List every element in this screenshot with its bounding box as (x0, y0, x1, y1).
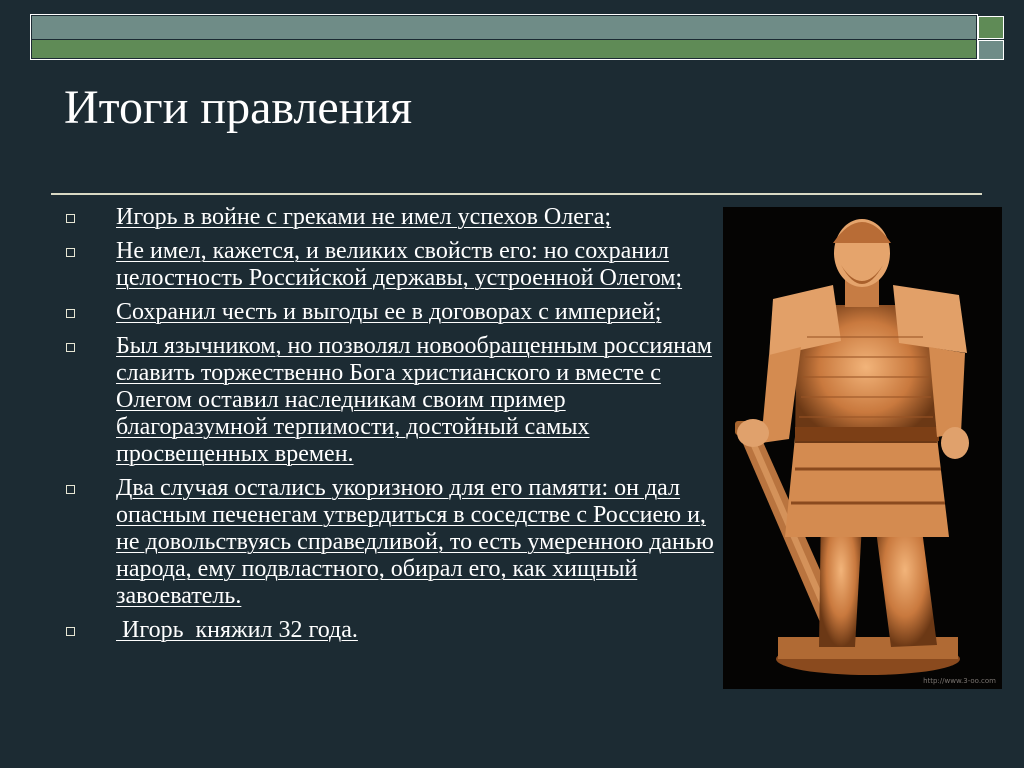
bullet-text[interactable]: Два случая остались укоризною для его памяти: он дал опасным печенегам утвердиться в соседстве с Россиею и, не довольствуясь справедливой, то есть умеренною данью народа, ему подвластного, обирал его, как хищный завоеватель. (116, 475, 714, 609)
bullet-list (64, 204, 714, 651)
statue-image (723, 207, 1002, 689)
corner-square-bottom (978, 40, 1004, 60)
bullet-text[interactable]: Был язычником, но позволял новообращенным россиянам славить торжественно Бога христианского и вместе с Олегом оставил наследникам своим пример благоразумной терпимости, достойный самых просвещенных времен. (116, 333, 712, 467)
bullet-item (64, 299, 714, 326)
header-band-blue (32, 16, 976, 39)
bullet-item (64, 475, 714, 610)
image-watermark: http://www.3-oo.com (923, 677, 996, 685)
square-bullet-icon (66, 309, 75, 318)
title-divider (51, 193, 982, 195)
square-bullet-icon (66, 485, 75, 494)
bullet-text[interactable]: Игорь княжил 32 года. (116, 617, 358, 643)
bullet-item (64, 238, 714, 292)
slide-title: Итоги правления (64, 81, 413, 134)
bullet-item (64, 617, 714, 644)
bullet-item (64, 333, 714, 468)
square-bullet-icon (66, 248, 75, 257)
bullet-text[interactable]: Не имел, кажется, и великих свойств его: но сохранил целостность Российской державы, устроенной Олегом; (116, 238, 683, 291)
bullet-text[interactable]: Сохранил честь и выгоды ее в договорах с империей; (116, 299, 662, 325)
bullet-item (64, 204, 714, 231)
square-bullet-icon (66, 214, 75, 223)
corner-square-top (978, 16, 1004, 39)
bullet-text[interactable]: Игорь в войне с греками не имел успехов Олега; (116, 204, 612, 230)
square-bullet-icon (66, 627, 75, 636)
square-bullet-icon (66, 343, 75, 352)
header-band-green (32, 40, 976, 58)
warrior-statue-figure (723, 207, 1002, 689)
